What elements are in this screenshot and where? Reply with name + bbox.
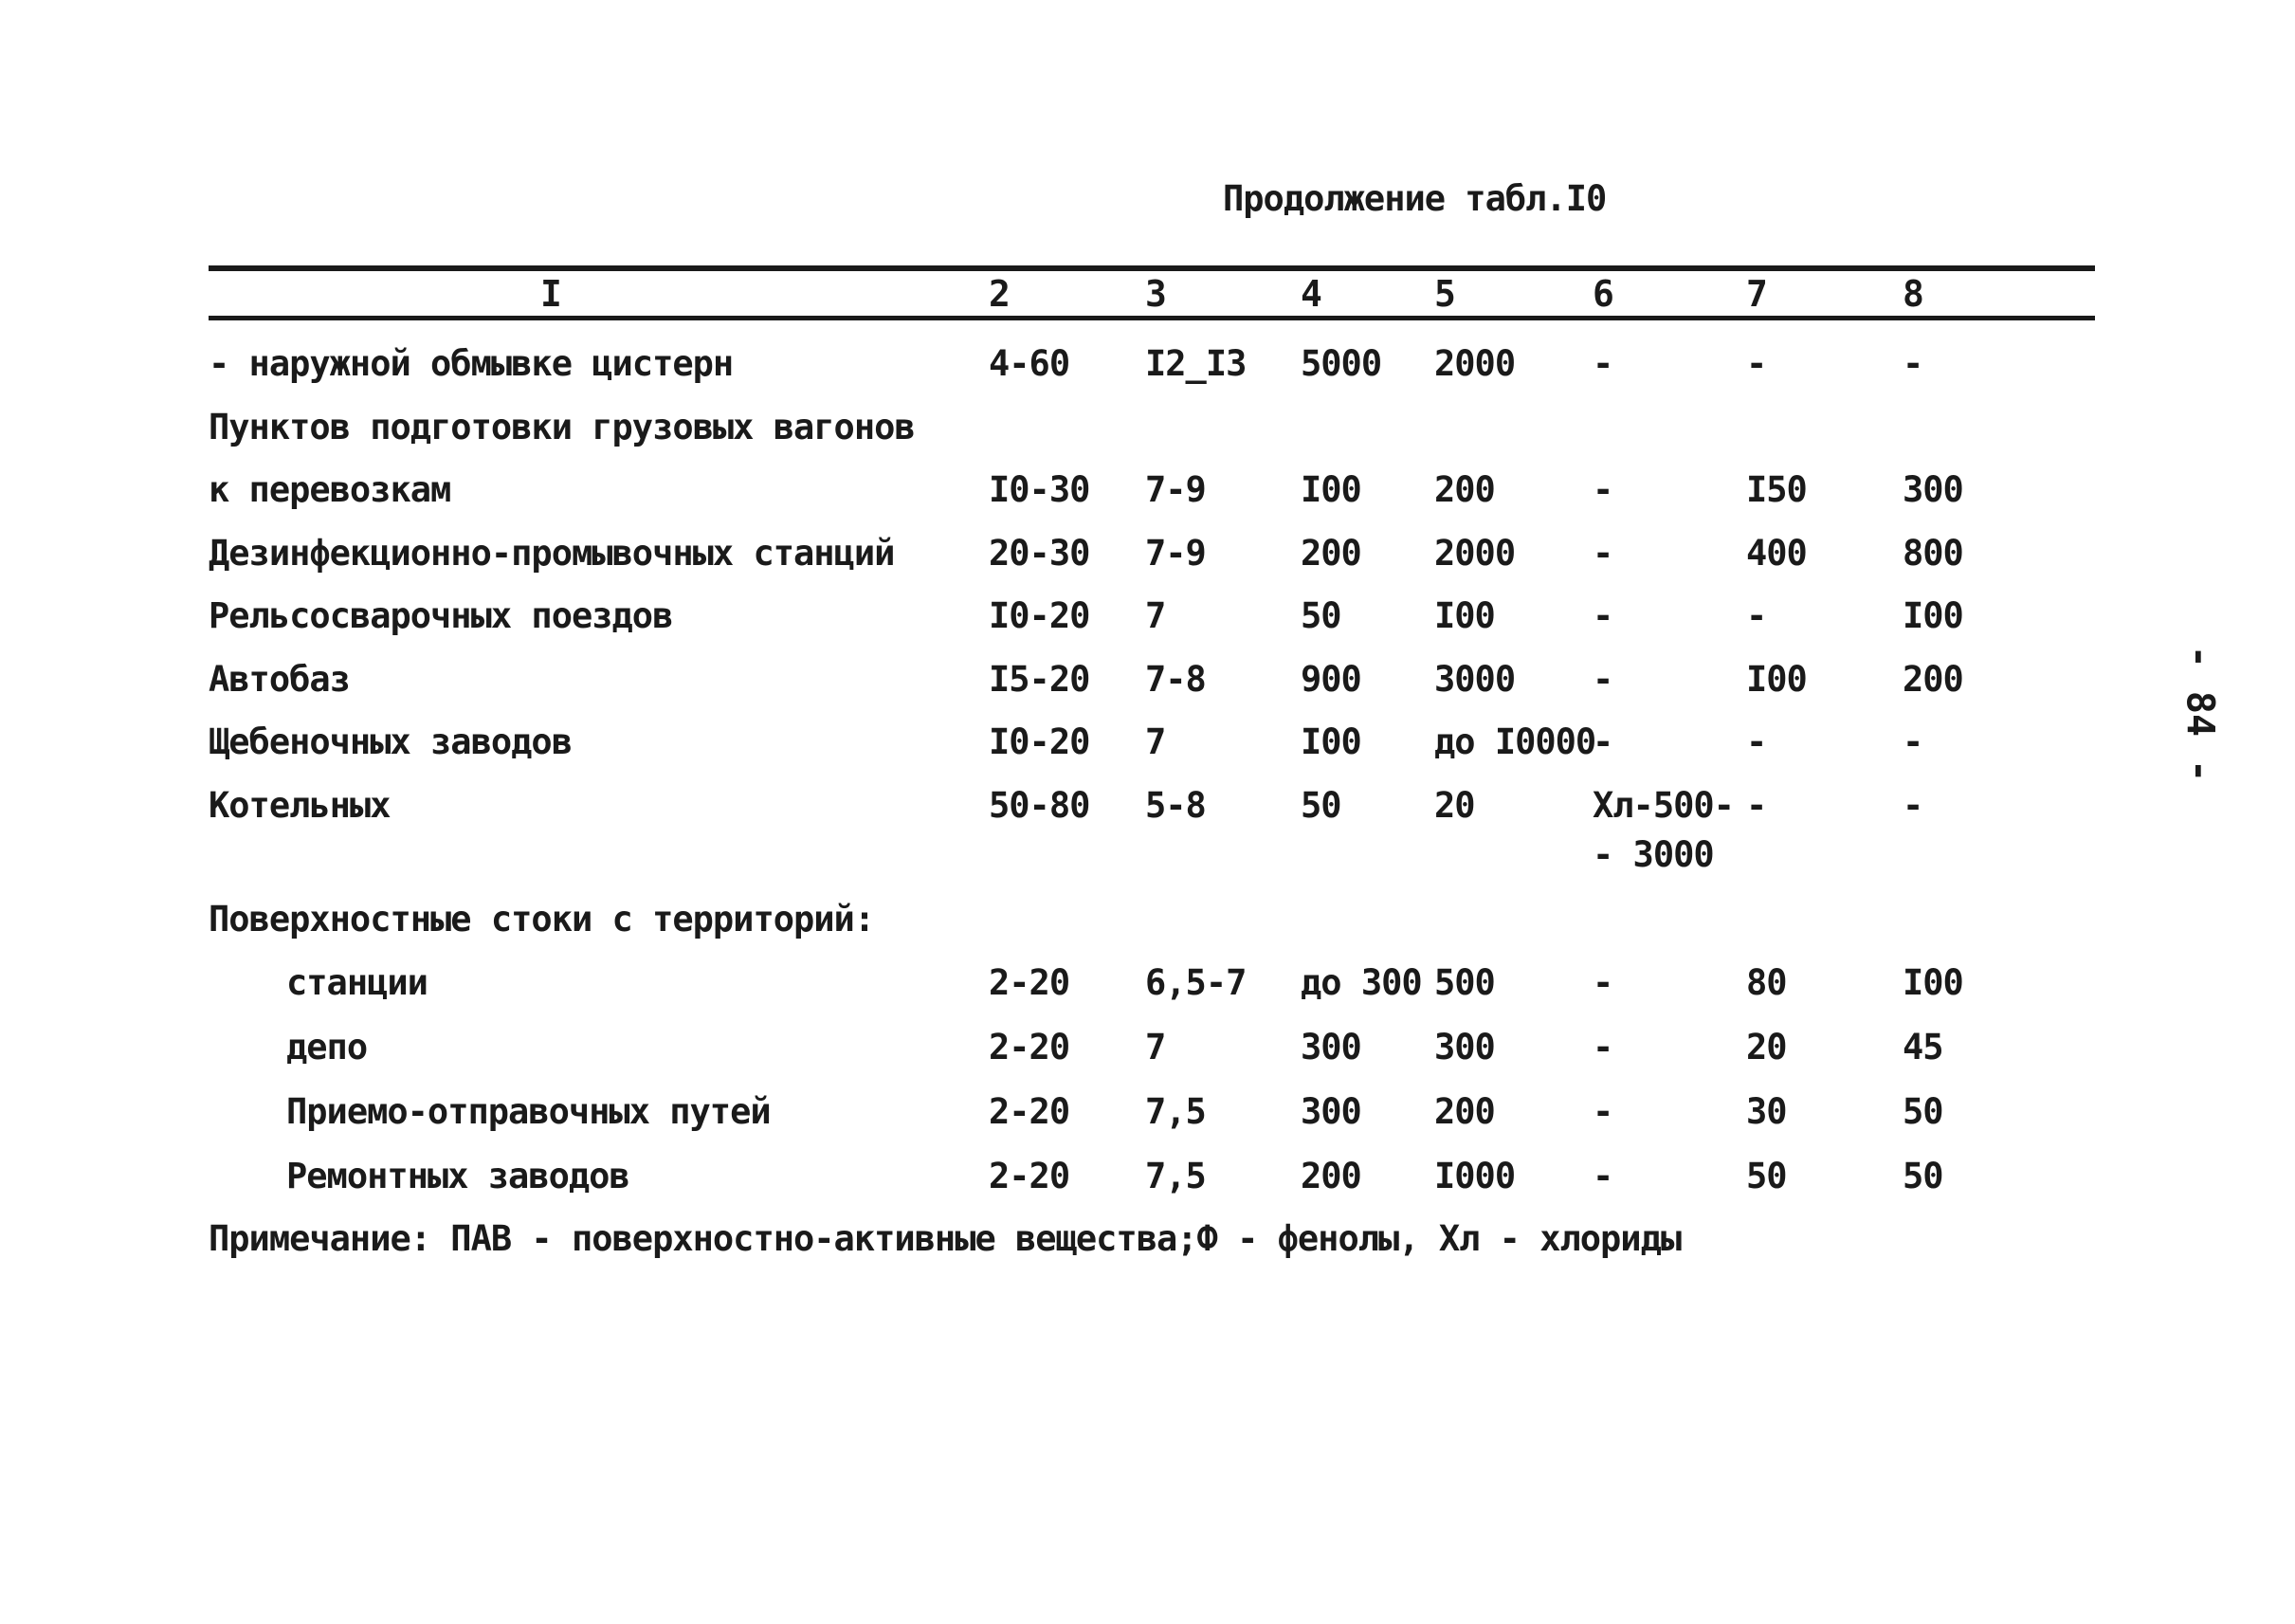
cell-c5: 300 <box>1434 1027 1495 1067</box>
cell-c3: 7,5 <box>1145 1156 1206 1196</box>
cell-c5: 500 <box>1434 962 1495 1003</box>
cell-c7: 20 <box>1746 1027 1787 1067</box>
cell-c4: I00 <box>1301 721 1361 762</box>
column-header-3: 3 <box>1145 273 1167 315</box>
cell-c4: 300 <box>1301 1091 1361 1132</box>
cell-c5: 3000 <box>1434 659 1516 700</box>
cell-c2: I0-20 <box>989 721 1090 762</box>
table-note: Примечание: ПАВ - поверхностно-активные вещества;Ф - фенолы, Хл - хлориды <box>209 1218 1682 1259</box>
cell-c8: 800 <box>1903 533 1963 574</box>
cell-c4: 5000 <box>1301 343 1382 384</box>
column-header-4: 4 <box>1301 273 1322 315</box>
cell-c4: 900 <box>1301 659 1361 700</box>
cell-c2: 2-20 <box>989 1027 1070 1067</box>
cell-c8: 50 <box>1903 1091 1943 1132</box>
cell-c5: до I0000 <box>1434 721 1596 762</box>
row-label: Котельных <box>209 785 391 826</box>
cell-c5: 2000 <box>1434 343 1516 384</box>
column-header-7: 7 <box>1746 273 1768 315</box>
table-row <box>0 899 2295 958</box>
cell-c4: 200 <box>1301 1156 1361 1196</box>
cell-c8: - <box>1903 785 1923 826</box>
cell-c4: 300 <box>1301 1027 1361 1067</box>
row-label: станции <box>286 962 428 1003</box>
cell-c6: - <box>1593 659 1613 700</box>
cell-c5: 2000 <box>1434 533 1516 574</box>
table-row <box>0 343 2295 402</box>
cell-c2: 2-20 <box>989 962 1070 1003</box>
cell-c2: 2-20 <box>989 1156 1070 1196</box>
cell-c2: I0-30 <box>989 469 1090 510</box>
cell-c5: I00 <box>1434 595 1495 636</box>
cell-c7: - <box>1746 721 1767 762</box>
cell-c3: 7-8 <box>1145 659 1206 700</box>
row-label: Поверхностные стоки с территорий: <box>209 899 875 940</box>
cell-c8: 200 <box>1903 659 1963 700</box>
cell-c7: 30 <box>1746 1091 1787 1132</box>
row-label: Щебеночных заводов <box>209 721 572 762</box>
cell-c2: 4-60 <box>989 343 1070 384</box>
row-label: Приемо-отправочных путей <box>286 1091 771 1132</box>
cell-c6: - <box>1593 595 1613 636</box>
cell-c4: 200 <box>1301 533 1361 574</box>
table-row <box>0 834 2295 893</box>
cell-c6: - <box>1593 721 1613 762</box>
table-row <box>0 469 2295 528</box>
cell-c8: 45 <box>1903 1027 1943 1067</box>
cell-c8: - <box>1903 721 1923 762</box>
cell-c4: до 300 <box>1301 962 1422 1003</box>
cell-c6: Хл-500- <box>1593 785 1734 826</box>
cell-c2: 20-30 <box>989 533 1090 574</box>
cell-c6: - <box>1593 469 1613 510</box>
column-header-8: 8 <box>1903 273 1924 315</box>
cell-c2: 50-80 <box>989 785 1090 826</box>
cell-c6: - <box>1593 1091 1613 1132</box>
table-row <box>0 1091 2295 1150</box>
cell-c6: - 3000 <box>1593 834 1714 875</box>
cell-c7: I00 <box>1746 659 1807 700</box>
cell-c7: - <box>1746 595 1767 636</box>
cell-c3: 6,5-7 <box>1145 962 1247 1003</box>
page-number: - 84 - <box>2177 645 2222 783</box>
row-label: Дезинфекционно-промывочных станций <box>209 533 895 574</box>
cell-c8: 300 <box>1903 469 1963 510</box>
cell-c6: - <box>1593 1156 1613 1196</box>
table-row <box>0 721 2295 780</box>
cell-c3: 7 <box>1145 1027 1166 1067</box>
cell-c5: I000 <box>1434 1156 1516 1196</box>
cell-c3: 5-8 <box>1145 785 1206 826</box>
cell-c7: 80 <box>1746 962 1787 1003</box>
cell-c7: - <box>1746 343 1767 384</box>
table-top-rule <box>209 265 2095 271</box>
row-label: депо <box>286 1027 368 1067</box>
row-label: Автобаз <box>209 659 350 700</box>
cell-c3: 7,5 <box>1145 1091 1206 1132</box>
table-row <box>0 595 2295 654</box>
table-row <box>0 962 2295 1021</box>
table-row <box>0 533 2295 592</box>
cell-c2: 2-20 <box>989 1091 1070 1132</box>
cell-c7: I50 <box>1746 469 1807 510</box>
table-row <box>0 1156 2295 1214</box>
cell-c2: I5-20 <box>989 659 1090 700</box>
table-row <box>0 659 2295 718</box>
table-row <box>0 407 2295 465</box>
cell-c3: 7 <box>1145 721 1166 762</box>
cell-c3: 7-9 <box>1145 533 1206 574</box>
table-caption: Продолжение табл.I0 <box>1223 178 1607 219</box>
cell-c3: 7-9 <box>1145 469 1206 510</box>
column-header-6: 6 <box>1593 273 1614 315</box>
cell-c6: - <box>1593 1027 1613 1067</box>
table-header-rule <box>209 316 2095 320</box>
cell-c5: 20 <box>1434 785 1475 826</box>
cell-c5: 200 <box>1434 469 1495 510</box>
cell-c6: - <box>1593 533 1613 574</box>
row-label: Рельсосварочных поездов <box>209 595 673 636</box>
column-header-1: I <box>540 273 562 315</box>
table-row <box>0 1027 2295 1086</box>
cell-c8: I00 <box>1903 595 1963 636</box>
cell-c8: 50 <box>1903 1156 1943 1196</box>
cell-c3: I2_I3 <box>1145 343 1247 384</box>
cell-c8: I00 <box>1903 962 1963 1003</box>
row-label: - наружной обмывке цистерн <box>209 343 734 384</box>
cell-c4: 50 <box>1301 595 1341 636</box>
cell-c4: I00 <box>1301 469 1361 510</box>
row-label: Пунктов подготовки грузовых вагонов <box>209 407 915 447</box>
cell-c7: 400 <box>1746 533 1807 574</box>
cell-c2: I0-20 <box>989 595 1090 636</box>
cell-c4: 50 <box>1301 785 1341 826</box>
column-header-5: 5 <box>1434 273 1456 315</box>
cell-c6: - <box>1593 962 1613 1003</box>
column-header-2: 2 <box>989 273 1011 315</box>
cell-c6: - <box>1593 343 1613 384</box>
row-label: Ремонтных заводов <box>286 1156 629 1196</box>
cell-c3: 7 <box>1145 595 1166 636</box>
cell-c7: 50 <box>1746 1156 1787 1196</box>
cell-c8: - <box>1903 343 1923 384</box>
row-label: к перевозкам <box>209 469 451 510</box>
cell-c5: 200 <box>1434 1091 1495 1132</box>
cell-c7: - <box>1746 785 1767 826</box>
